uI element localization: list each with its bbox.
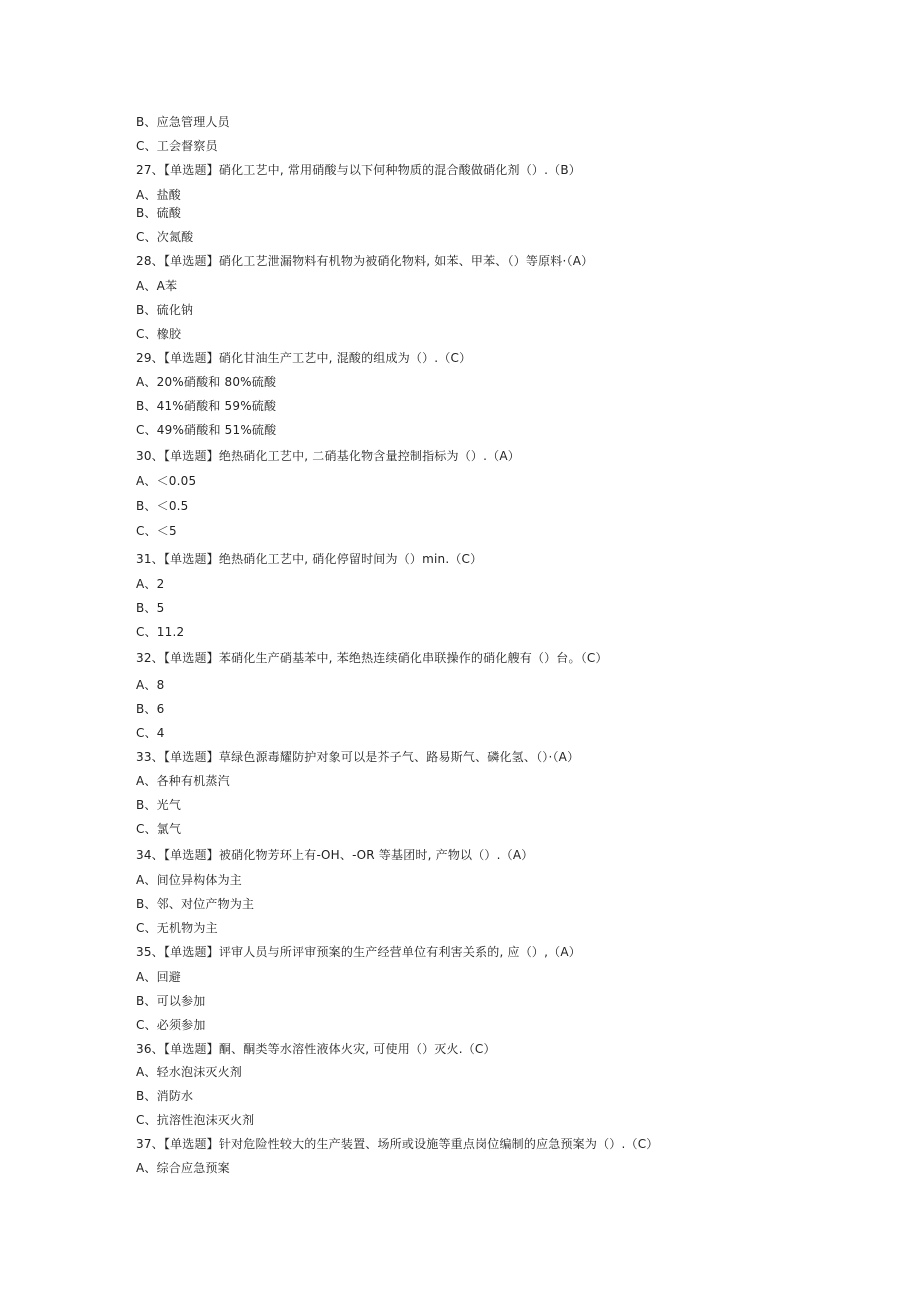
question-text: 35、【单选题】评审人员与所评审预案的生产经营单位有利害关系的, 应（）,（A） <box>136 945 581 959</box>
answer-option: A、各种有机蒸汽 <box>136 774 230 788</box>
question-text: 34、【单选题】被硝化物芳环上有-OH、-OR 等基团时, 产物以（）.（A） <box>136 848 534 862</box>
answer-option: B、可以参加 <box>136 994 206 1008</box>
answer-option: A、轻水泡沫灭火剂 <box>136 1065 243 1079</box>
answer-option: B、消防水 <box>136 1089 194 1103</box>
question-text: 30、【单选题】绝热硝化工艺中, 二硝基化物含量控制指标为（）.（A） <box>136 449 520 463</box>
answer-option: A、综合应急预案 <box>136 1161 230 1175</box>
answer-option: C、次氮酸 <box>136 230 194 244</box>
answer-option: A、回避 <box>136 970 182 984</box>
answer-option: C、4 <box>136 726 165 740</box>
answer-option: B、应急管理人员 <box>136 115 230 129</box>
answer-option: A、盐酸 <box>136 188 182 202</box>
answer-option: B、6 <box>136 702 165 716</box>
answer-option: C、必须参加 <box>136 1018 206 1032</box>
answer-option: C、49%硝酸和 51%硫酸 <box>136 423 277 437</box>
answer-option: C、＜5 <box>136 524 177 538</box>
answer-option: B、邻、对位产物为主 <box>136 897 255 911</box>
answer-option: C、无机物为主 <box>136 921 218 935</box>
answer-option: A、A苯 <box>136 279 178 293</box>
question-text: 36、【单选题】酮、酮类等水溶性液体火灾, 可使用（）灭火.（C） <box>136 1042 496 1056</box>
question-text: 32、【单选题】苯硝化生产硝基苯中, 苯绝热连续硝化串联操作的硝化艘有（）台。（C） <box>136 651 608 665</box>
answer-option: A、＜0.05 <box>136 474 197 488</box>
answer-option: C、氯气 <box>136 822 182 836</box>
answer-option: B、41%硝酸和 59%硫酸 <box>136 399 277 413</box>
question-text: 37、【单选题】针对危险性较大的生产装置、场所或设施等重点岗位编制的应急预案为（）.（C） <box>136 1137 659 1151</box>
answer-option: A、2 <box>136 577 165 591</box>
question-text: 31、【单选题】绝热硝化工艺中, 硝化停留时间为（）min.（C） <box>136 552 483 566</box>
question-text: 27、【单选题】硝化工艺中, 常用硝酸与以下何种物质的混合酸做硝化剂（）.（B） <box>136 163 581 177</box>
answer-option: B、硫酸 <box>136 206 182 220</box>
answer-option: A、间位异构体为主 <box>136 873 243 887</box>
question-text: 29、【单选题】硝化甘油生产工艺中, 混酸的组成为（）.（C） <box>136 351 472 365</box>
answer-option: C、11.2 <box>136 625 185 639</box>
answer-option: A、8 <box>136 678 165 692</box>
answer-option: B、＜0.5 <box>136 499 189 513</box>
answer-option: C、工会督察员 <box>136 139 218 153</box>
answer-option: A、20%硝酸和 80%硫酸 <box>136 375 277 389</box>
answer-option: B、5 <box>136 601 165 615</box>
question-text: 33、【单选题】草绿色源毒耀防护对象可以是芥子气、路易斯气、磷化氢、（）·（A） <box>136 750 580 764</box>
answer-option: B、硫化钠 <box>136 303 194 317</box>
question-text: 28、【单选题】硝化工艺泄漏物料有机物为被硝化物料, 如苯、甲苯、（）等原料·（A） <box>136 254 594 268</box>
answer-option: C、橡胶 <box>136 327 182 341</box>
answer-option: B、光气 <box>136 798 182 812</box>
answer-option: C、抗溶性泡沫灭火剂 <box>136 1113 255 1127</box>
